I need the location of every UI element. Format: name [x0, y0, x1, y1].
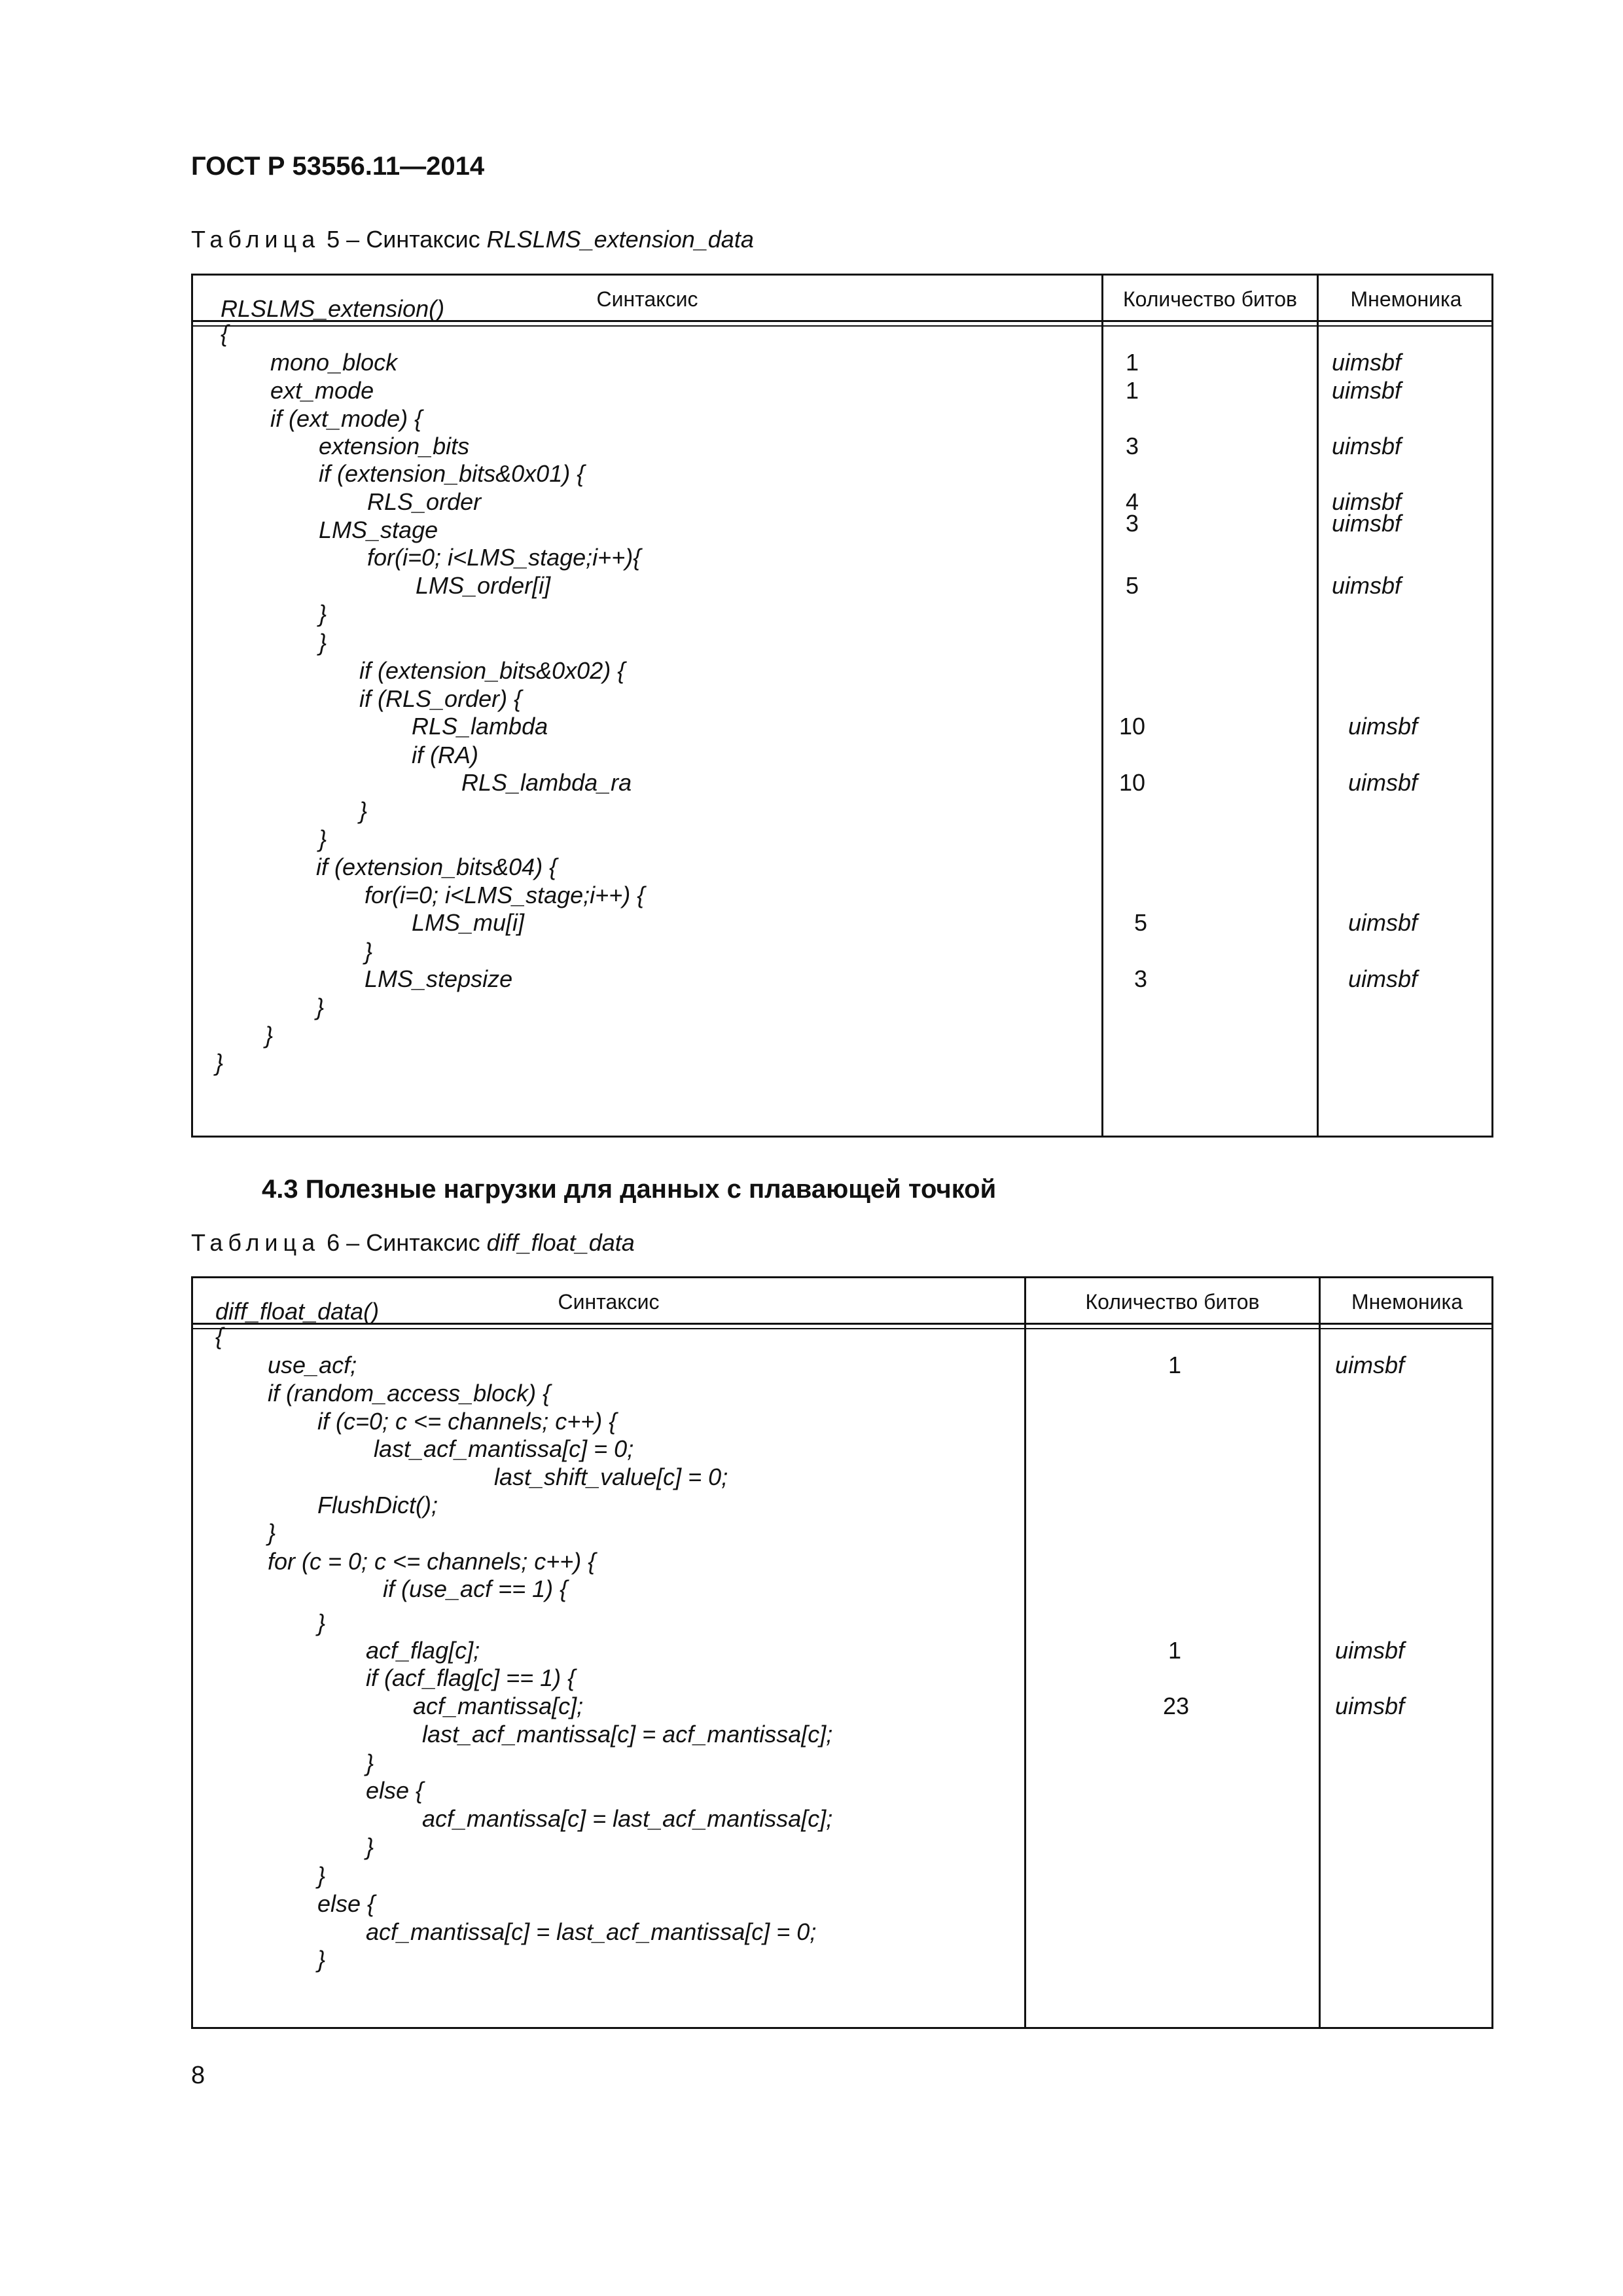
- section-title: 4.3 Полезные нагрузки для данных с плавающей точкой: [262, 1175, 997, 1204]
- table5-bit-count: 3: [1126, 510, 1139, 537]
- table5-syntax-line: }: [319, 629, 327, 656]
- table6-col-mnemonic-header: Мнемоника: [1351, 1290, 1463, 1314]
- table5-syntax-line: if (extension_bits&0x02) {: [359, 657, 626, 684]
- table5-syntax-line: if (RA): [412, 742, 478, 768]
- table5-bit-count: 3: [1134, 965, 1148, 992]
- table6-col-divider-1: [1024, 1278, 1026, 2027]
- table6-caption: [191, 1229, 635, 1257]
- table5-bit-count: 5: [1134, 909, 1148, 936]
- table5-mnemonic: uimsbf: [1348, 909, 1418, 936]
- table5-syntax-line: RLS_order: [367, 488, 482, 515]
- table5-col-syntax-header: Синтаксис: [596, 287, 698, 311]
- table5-bit-count: 10: [1119, 769, 1146, 796]
- table5-syntax-line: for(i=0; i<LMS_stage;i++){: [367, 544, 641, 571]
- table5-syntax-line: }: [215, 1049, 224, 1076]
- table6-syntax-line: }: [317, 1862, 326, 1889]
- table5-syntax-line: LMS_stepsize: [365, 965, 513, 992]
- table5-syntax-line: RLS_lambda: [412, 713, 548, 740]
- table5-mnemonic: uimsbf: [1332, 433, 1402, 459]
- table5-bit-count: 3: [1126, 433, 1139, 459]
- table6-syntax-line: else {: [366, 1777, 424, 1804]
- table5-mnemonic: uimsbf: [1332, 488, 1402, 515]
- table6-syntax-line: {: [215, 1323, 224, 1350]
- table5-syntax-line: {: [221, 320, 229, 347]
- table5-syntax-line: LMS_stage: [319, 516, 438, 543]
- table6-col-bits-header: Количество битов: [1085, 1290, 1260, 1314]
- table5-syntax-line: RLSLMS_extension(): [221, 295, 445, 322]
- table6-syntax-line: acf_flag[c];: [366, 1637, 480, 1664]
- table6-syntax-line: }: [317, 1946, 326, 1973]
- table5-mnemonic: uimsbf: [1332, 510, 1402, 537]
- table6-mnemonic: uimsbf: [1335, 1693, 1405, 1719]
- table5-syntax-line: LMS_mu[i]: [412, 909, 525, 936]
- table6-caption-prefix: Таблица: [191, 1229, 321, 1256]
- table6-caption-text: 6 – Синтаксис: [320, 1229, 487, 1256]
- table6-syntax-line: if (acf_flag[c] == 1) {: [366, 1664, 576, 1691]
- table5-mnemonic: uimsbf: [1332, 572, 1402, 599]
- table6-col-divider-2: [1319, 1278, 1321, 2027]
- table5-mnemonic: uimsbf: [1348, 769, 1418, 796]
- table5-syntax-line: LMS_order[i]: [416, 572, 551, 599]
- table5-bit-count: 4: [1126, 488, 1139, 515]
- table6: [191, 1276, 1493, 2029]
- table6-syntax-line: diff_float_data(): [215, 1298, 380, 1325]
- table5-syntax-line: RLS_lambda_ra: [461, 769, 632, 796]
- table5-syntax-line: }: [319, 600, 327, 627]
- table6-syntax-line: acf_mantissa[c] = last_acf_mantissa[c];: [422, 1805, 833, 1832]
- table5-mnemonic: uimsbf: [1332, 377, 1402, 404]
- table6-col-syntax-header: Синтаксис: [558, 1290, 660, 1314]
- table5-bit-count: 1: [1126, 349, 1139, 376]
- table6-syntax-line: if (c=0; c <= channels; c++) {: [317, 1408, 617, 1435]
- table5-col-divider-1: [1101, 276, 1103, 1136]
- table6-syntax-line: }: [317, 1609, 326, 1636]
- table5-caption: [191, 226, 754, 253]
- document-header: ГОСТ Р 53556.11—2014: [191, 152, 485, 181]
- table6-bit-count: 23: [1163, 1693, 1190, 1719]
- table5-mnemonic: uimsbf: [1332, 349, 1402, 376]
- table6-syntax-line: }: [366, 1749, 374, 1776]
- table6-mnemonic: uimsbf: [1335, 1637, 1405, 1664]
- table6-caption-name: diff_float_data: [486, 1229, 635, 1256]
- table6-syntax-line: }: [366, 1833, 374, 1860]
- table6-syntax-line: last_acf_mantissa[c] = 0;: [374, 1435, 634, 1462]
- table5-syntax-line: if (RLS_order) {: [359, 685, 522, 712]
- table6-syntax-line: last_acf_mantissa[c] = acf_mantissa[c];: [422, 1721, 833, 1748]
- table5-header-rule-2: [193, 325, 1491, 327]
- table6-syntax-line: if (use_acf == 1) {: [383, 1575, 568, 1602]
- page-number: 8: [191, 2062, 205, 2089]
- table5-bit-count: 5: [1126, 572, 1139, 599]
- table5: [191, 274, 1493, 1138]
- table5-mnemonic: uimsbf: [1348, 965, 1418, 992]
- table5-syntax-line: ext_mode: [270, 377, 374, 404]
- table5-syntax-line: mono_block: [270, 349, 398, 376]
- table6-syntax-line: acf_mantissa[c] = last_acf_mantissa[c] = 0;: [366, 1918, 817, 1945]
- table6-syntax-line: acf_mantissa[c];: [413, 1693, 584, 1719]
- table5-syntax-line: extension_bits: [319, 433, 470, 459]
- table6-syntax-line: else {: [317, 1890, 376, 1917]
- table5-syntax-line: if (extension_bits&0x01) {: [319, 460, 585, 487]
- table5-col-mnemonic-header: Мнемоника: [1350, 287, 1462, 311]
- table5-caption-name: RLSLMS_extension_data: [486, 226, 754, 253]
- table5-syntax-line: }: [265, 1022, 274, 1049]
- table5-caption-prefix: Таблица: [191, 226, 321, 253]
- table5-col-bits-header: Количество битов: [1122, 287, 1298, 311]
- table6-header-rule-1: [193, 1323, 1491, 1325]
- table6-mnemonic: uimsbf: [1335, 1352, 1405, 1378]
- table6-syntax-line: FlushDict();: [317, 1492, 438, 1518]
- table5-syntax-line: }: [319, 825, 327, 852]
- table6-syntax-line: }: [268, 1519, 276, 1546]
- table6-syntax-line: if (random_access_block) {: [268, 1380, 551, 1407]
- table6-bit-count: 1: [1168, 1637, 1182, 1664]
- table6-syntax-line: last_shift_value[c] = 0;: [494, 1463, 728, 1490]
- table5-syntax-line: for(i=0; i<LMS_stage;i++) {: [365, 882, 645, 908]
- table5-syntax-line: }: [316, 994, 325, 1020]
- table6-header-rule-2: [193, 1328, 1491, 1329]
- table5-syntax-line: }: [359, 797, 368, 824]
- table5-syntax-line: if (ext_mode) {: [270, 405, 423, 432]
- table5-caption-text: 5 – Синтаксис: [320, 226, 487, 253]
- table6-syntax-line: use_acf;: [268, 1352, 357, 1378]
- table5-bit-count: 10: [1119, 713, 1146, 740]
- table5-bit-count: 1: [1126, 377, 1139, 404]
- table6-bit-count: 1: [1168, 1352, 1182, 1378]
- table5-syntax-line: if (extension_bits&04) {: [316, 853, 558, 880]
- table6-syntax-line: for (c = 0; c <= channels; c++) {: [268, 1548, 596, 1575]
- table5-syntax-line: }: [365, 938, 373, 965]
- table5-col-divider-2: [1317, 276, 1319, 1136]
- table5-mnemonic: uimsbf: [1348, 713, 1418, 740]
